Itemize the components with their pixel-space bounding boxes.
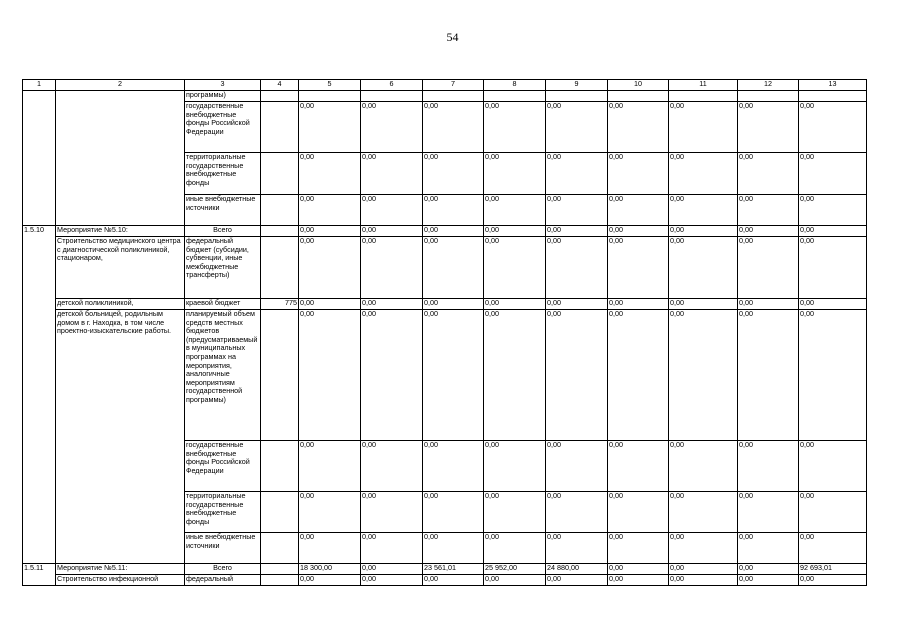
source-cell: территориальные государственные внебюджетные фонды — [185, 492, 261, 533]
value-cell: 0,00 — [738, 226, 799, 237]
col-header: 9 — [546, 80, 608, 91]
col-header: 2 — [56, 80, 185, 91]
empty-cell — [261, 564, 299, 575]
value-cell: 0,00 — [799, 533, 867, 564]
table-row — [23, 102, 867, 153]
value-cell: 0,00 — [361, 564, 423, 575]
value-cell: 0,00 — [484, 102, 546, 153]
value-cell: 0,00 — [361, 237, 423, 299]
value-cell: 0,00 — [299, 237, 361, 299]
empty-cell — [361, 91, 423, 102]
value-cell: 0,00 — [799, 153, 867, 195]
value-cell: 0,00 — [738, 310, 799, 441]
value-cell: 0,00 — [608, 441, 669, 492]
table-row — [23, 299, 867, 310]
value-cell: 0,00 — [608, 575, 669, 586]
empty-cell — [56, 102, 185, 153]
value-cell: 0,00 — [608, 195, 669, 226]
source-cell: краевой бюджет — [185, 299, 261, 310]
empty-cell — [608, 91, 669, 102]
empty-cell — [56, 492, 185, 533]
col-header: 13 — [799, 80, 867, 91]
value-cell: 0,00 — [608, 492, 669, 533]
value-cell: 0,00 — [546, 533, 608, 564]
col-header: 1 — [23, 80, 56, 91]
value-cell: 0,00 — [423, 102, 484, 153]
source-cell: федеральный бюджет (субсидии, субвенции, иные межбюджетные трансферты) — [185, 237, 261, 299]
empty-cell — [56, 533, 185, 564]
value-cell: 0,00 — [669, 492, 738, 533]
value-cell: 0,00 — [361, 153, 423, 195]
empty-cell — [261, 575, 299, 586]
value-cell: 0,00 — [361, 575, 423, 586]
empty-cell — [669, 91, 738, 102]
value-cell: 0,00 — [423, 299, 484, 310]
empty-cell — [23, 91, 56, 102]
value-cell: 24 880,00 — [546, 564, 608, 575]
value-cell: 0,00 — [299, 299, 361, 310]
value-cell: 0,00 — [299, 575, 361, 586]
value-cell: 0,00 — [484, 575, 546, 586]
value-cell: 0,00 — [299, 153, 361, 195]
value-cell: 0,00 — [799, 492, 867, 533]
value-cell: 23 561,01 — [423, 564, 484, 575]
value-cell: 0,00 — [423, 226, 484, 237]
col-header: 5 — [299, 80, 361, 91]
empty-cell — [56, 153, 185, 195]
value-cell: 0,00 — [423, 441, 484, 492]
value-cell: 0,00 — [546, 237, 608, 299]
value-cell: 0,00 — [299, 441, 361, 492]
value-cell: 0,00 — [361, 441, 423, 492]
measure-description: детской больницей, родильным домом в г. Находка, в том числе проектно-изыскательские работы. — [56, 310, 185, 441]
empty-cell — [261, 91, 299, 102]
value-cell: 0,00 — [669, 102, 738, 153]
empty-cell — [23, 237, 56, 299]
value-cell: 0,00 — [799, 195, 867, 226]
value-cell: 0,00 — [299, 492, 361, 533]
empty-cell — [484, 91, 546, 102]
value-cell: 0,00 — [546, 299, 608, 310]
value-cell: 0,00 — [738, 441, 799, 492]
value-cell: 0,00 — [546, 226, 608, 237]
value-cell: 0,00 — [484, 153, 546, 195]
value-cell: 0,00 — [738, 195, 799, 226]
value-cell: 0,00 — [546, 492, 608, 533]
source-cell: территориальные государственные внебюджетные фонды — [185, 153, 261, 195]
value-cell: 0,00 — [299, 226, 361, 237]
empty-cell — [738, 91, 799, 102]
measure-number: 1.5.11 — [23, 564, 56, 575]
empty-cell — [261, 153, 299, 195]
value-cell: 0,00 — [799, 441, 867, 492]
empty-cell — [23, 492, 56, 533]
empty-cell — [56, 91, 185, 102]
value-cell: 0,00 — [669, 226, 738, 237]
table-row — [23, 575, 867, 586]
value-cell: 0,00 — [738, 102, 799, 153]
empty-cell — [261, 441, 299, 492]
value-cell: 0,00 — [738, 533, 799, 564]
table-row — [23, 226, 867, 237]
value-cell: 0,00 — [546, 575, 608, 586]
value-cell: 0,00 — [361, 533, 423, 564]
value-cell: 0,00 — [608, 299, 669, 310]
empty-cell — [261, 237, 299, 299]
col-header: 10 — [608, 80, 669, 91]
empty-cell — [546, 91, 608, 102]
value-cell: 0,00 — [669, 575, 738, 586]
empty-cell — [23, 195, 56, 226]
source-cell: иные внебюджетные источники — [185, 195, 261, 226]
value-cell: 0,00 — [669, 237, 738, 299]
empty-cell — [56, 441, 185, 492]
empty-cell — [261, 226, 299, 237]
value-cell: 0,00 — [484, 310, 546, 441]
value-cell: 0,00 — [738, 492, 799, 533]
measure-description: Строительство инфекционной — [56, 575, 185, 586]
value-cell: 0,00 — [423, 533, 484, 564]
value-cell: 0,00 — [608, 310, 669, 441]
value-cell: 0,00 — [799, 310, 867, 441]
value-cell: 0,00 — [423, 492, 484, 533]
source-cell: программы) — [185, 91, 261, 102]
source-cell: планируемый объем средств местных бюджетов (предусматриваемый в муниципальных программах на мероприятия, аналогичные мероприятиям государственной программы) — [185, 310, 261, 441]
value-cell: 0,00 — [608, 153, 669, 195]
empty-cell — [261, 102, 299, 153]
col-header: 8 — [484, 80, 546, 91]
value-cell: 0,00 — [484, 441, 546, 492]
value-cell: 0,00 — [299, 195, 361, 226]
value-cell: 0,00 — [484, 492, 546, 533]
value-cell: 0,00 — [799, 237, 867, 299]
value-cell: 18 300,00 — [299, 564, 361, 575]
source-cell: федеральный — [185, 575, 261, 586]
value-cell: 0,00 — [738, 237, 799, 299]
value-cell: 0,00 — [738, 153, 799, 195]
table-row — [23, 153, 867, 195]
empty-cell — [23, 575, 56, 586]
table-row — [23, 533, 867, 564]
value-cell: 25 952,00 — [484, 564, 546, 575]
empty-cell — [56, 195, 185, 226]
empty-cell — [23, 299, 56, 310]
code-cell: 775 — [261, 299, 299, 310]
measure-description: Строительство медицинского центра с диагностической поликлиникой, стационаром, — [56, 237, 185, 299]
col-header: 6 — [361, 80, 423, 91]
table-row — [23, 564, 867, 575]
value-cell: 0,00 — [608, 237, 669, 299]
value-cell: 0,00 — [484, 226, 546, 237]
table-row — [23, 237, 867, 299]
page-number: 54 — [446, 30, 459, 44]
value-cell: 0,00 — [361, 102, 423, 153]
col-header: 7 — [423, 80, 484, 91]
empty-cell — [261, 492, 299, 533]
value-cell: 0,00 — [423, 195, 484, 226]
value-cell: 0,00 — [799, 299, 867, 310]
col-header: 12 — [738, 80, 799, 91]
value-cell: 0,00 — [738, 299, 799, 310]
value-cell: 0,00 — [484, 533, 546, 564]
value-cell: 0,00 — [799, 102, 867, 153]
value-cell: 0,00 — [361, 195, 423, 226]
value-cell: 0,00 — [669, 195, 738, 226]
value-cell: 0,00 — [546, 195, 608, 226]
measure-number: 1.5.10 — [23, 226, 56, 237]
empty-cell — [23, 441, 56, 492]
measure-title: Мероприятие №5.11: — [56, 564, 185, 575]
source-cell: государственные внебюджетные фонды Российской Федерации — [185, 102, 261, 153]
value-cell: 0,00 — [299, 533, 361, 564]
col-header: 4 — [261, 80, 299, 91]
value-cell: 0,00 — [669, 153, 738, 195]
value-cell: 0,00 — [669, 564, 738, 575]
value-cell: 0,00 — [669, 533, 738, 564]
value-cell: 0,00 — [738, 575, 799, 586]
empty-cell — [299, 91, 361, 102]
value-cell: 0,00 — [546, 310, 608, 441]
value-cell: 0,00 — [608, 564, 669, 575]
value-cell: 0,00 — [361, 492, 423, 533]
value-cell: 0,00 — [546, 102, 608, 153]
value-cell: 0,00 — [484, 299, 546, 310]
value-cell: 0,00 — [423, 237, 484, 299]
value-cell: 0,00 — [484, 237, 546, 299]
value-cell: 0,00 — [299, 102, 361, 153]
empty-cell — [23, 310, 56, 441]
empty-cell — [261, 533, 299, 564]
value-cell: 0,00 — [423, 575, 484, 586]
table-row — [23, 441, 867, 492]
empty-cell — [23, 533, 56, 564]
col-header: 3 — [185, 80, 261, 91]
empty-cell — [423, 91, 484, 102]
source-cell: иные внебюджетные источники — [185, 533, 261, 564]
measure-description: детской поликлиникой, — [56, 299, 185, 310]
value-cell: 0,00 — [799, 226, 867, 237]
source-cell: государственные внебюджетные фонды Российской Федерации — [185, 441, 261, 492]
source-cell: Всего — [185, 564, 261, 575]
table-row — [23, 310, 867, 441]
value-cell: 0,00 — [546, 153, 608, 195]
table-row — [23, 91, 867, 102]
empty-cell — [23, 153, 56, 195]
value-cell: 0,00 — [669, 441, 738, 492]
col-header: 11 — [669, 80, 738, 91]
empty-cell — [261, 310, 299, 441]
value-cell: 0,00 — [361, 299, 423, 310]
empty-cell — [261, 195, 299, 226]
value-cell: 0,00 — [669, 299, 738, 310]
column-header-row — [23, 80, 867, 91]
value-cell: 0,00 — [608, 226, 669, 237]
value-cell: 0,00 — [299, 310, 361, 441]
value-cell: 0,00 — [361, 226, 423, 237]
empty-cell — [23, 102, 56, 153]
value-cell: 0,00 — [608, 102, 669, 153]
table-row — [23, 195, 867, 226]
value-cell: 0,00 — [361, 310, 423, 441]
value-cell: 0,00 — [423, 153, 484, 195]
value-cell: 0,00 — [546, 441, 608, 492]
budget-table — [22, 79, 867, 586]
value-cell: 0,00 — [484, 195, 546, 226]
measure-title: Мероприятие №5.10: — [56, 226, 185, 237]
value-cell: 0,00 — [669, 310, 738, 441]
source-cell: Всего — [185, 226, 261, 237]
empty-cell — [799, 91, 867, 102]
value-cell: 0,00 — [423, 310, 484, 441]
value-cell: 0,00 — [738, 564, 799, 575]
value-cell: 0,00 — [799, 575, 867, 586]
table-row — [23, 492, 867, 533]
value-cell: 92 693,01 — [799, 564, 867, 575]
value-cell: 0,00 — [608, 533, 669, 564]
